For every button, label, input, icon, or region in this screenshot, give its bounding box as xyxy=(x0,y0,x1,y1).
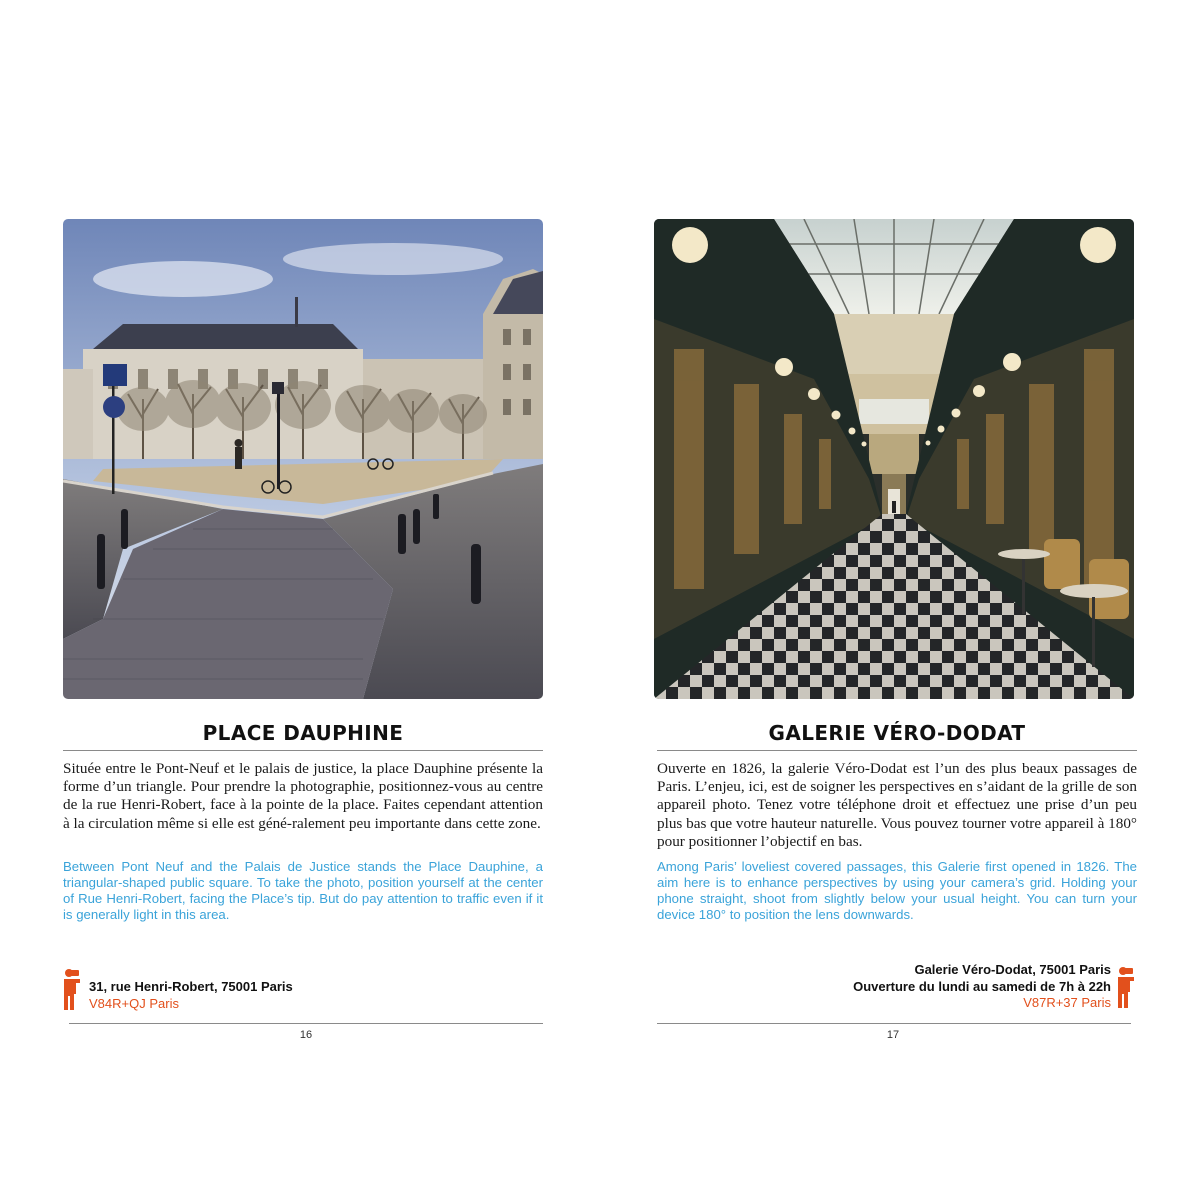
address: Galerie Véro-Dodat, 75001 Paris xyxy=(914,962,1111,977)
galerie-vero-dodat-title: GALERIE VÉRO-DODAT xyxy=(768,721,1026,745)
title-divider xyxy=(63,750,543,751)
address-block xyxy=(89,979,293,1012)
footer-divider xyxy=(69,1023,543,1024)
page-number: 16 xyxy=(299,1029,313,1041)
address-block xyxy=(853,962,1111,1012)
opening-hours: Ouverture du lundi au samedi de 7h à 22h xyxy=(853,978,1111,994)
english-description: Between Pont Neuf and the Palais de Justice stands the Place Dauphine, a triangular-shaped public square. To take the photo, position yourself at the center of Rue Henri-Robert, facing the Place’s tip. But do pay attention to traffic even if it is generally light in this area. xyxy=(63,859,543,922)
address: 31, rue Henri-Robert, 75001 Paris xyxy=(89,979,293,994)
plus-code: V87R+37 Paris xyxy=(1023,995,1111,1010)
place-dauphine-photo xyxy=(63,219,543,699)
place-dauphine-title: PLACE DAUPHINE xyxy=(202,721,404,745)
page-number: 17 xyxy=(886,1029,900,1041)
title-divider xyxy=(657,750,1137,751)
plus-code: V84R+QJ Paris xyxy=(89,995,179,1011)
french-description: Située entre le Pont-Neuf et le palais de justice, la place Dauphine présente la forme d’un triangle. Pour prendre la photographie, positionnez-vous au centre de la rue Henri-Robert, face à la pointe de la place. Faites cependant attention à la circulation même si elle est géné-ralement peu importante dans cette zone. xyxy=(63,760,543,832)
photographer-figure-icon xyxy=(1117,966,1137,1010)
right-page xyxy=(600,0,1200,1200)
galerie-vero-dodat-photo xyxy=(654,219,1134,699)
french-description: Ouverte en 1826, la galerie Véro-Dodat est l’un des plus beaux passages de Paris. L’enjeu, ici, est de soigner les perspectives en s’aidant de la grille de son appareil photo. Tenez votre téléphone droit et effectuez une prise d’un peu plus bas que votre hauteur naturelle. Vous pouvez tourner votre appareil à 180° pour positionner l’objectif en bas. xyxy=(657,760,1137,850)
photographer-figure-icon xyxy=(63,968,83,1012)
footer-divider xyxy=(657,1023,1131,1024)
english-description: Among Paris’ loveliest covered passages, this Galerie first opened in 1826. The aim here is to enhance perspectives by using your camera’s grid. Holding your phone straight, shoot from slightly below your usual height. You can turn your device 180° to position the lens downwards. xyxy=(657,859,1137,922)
